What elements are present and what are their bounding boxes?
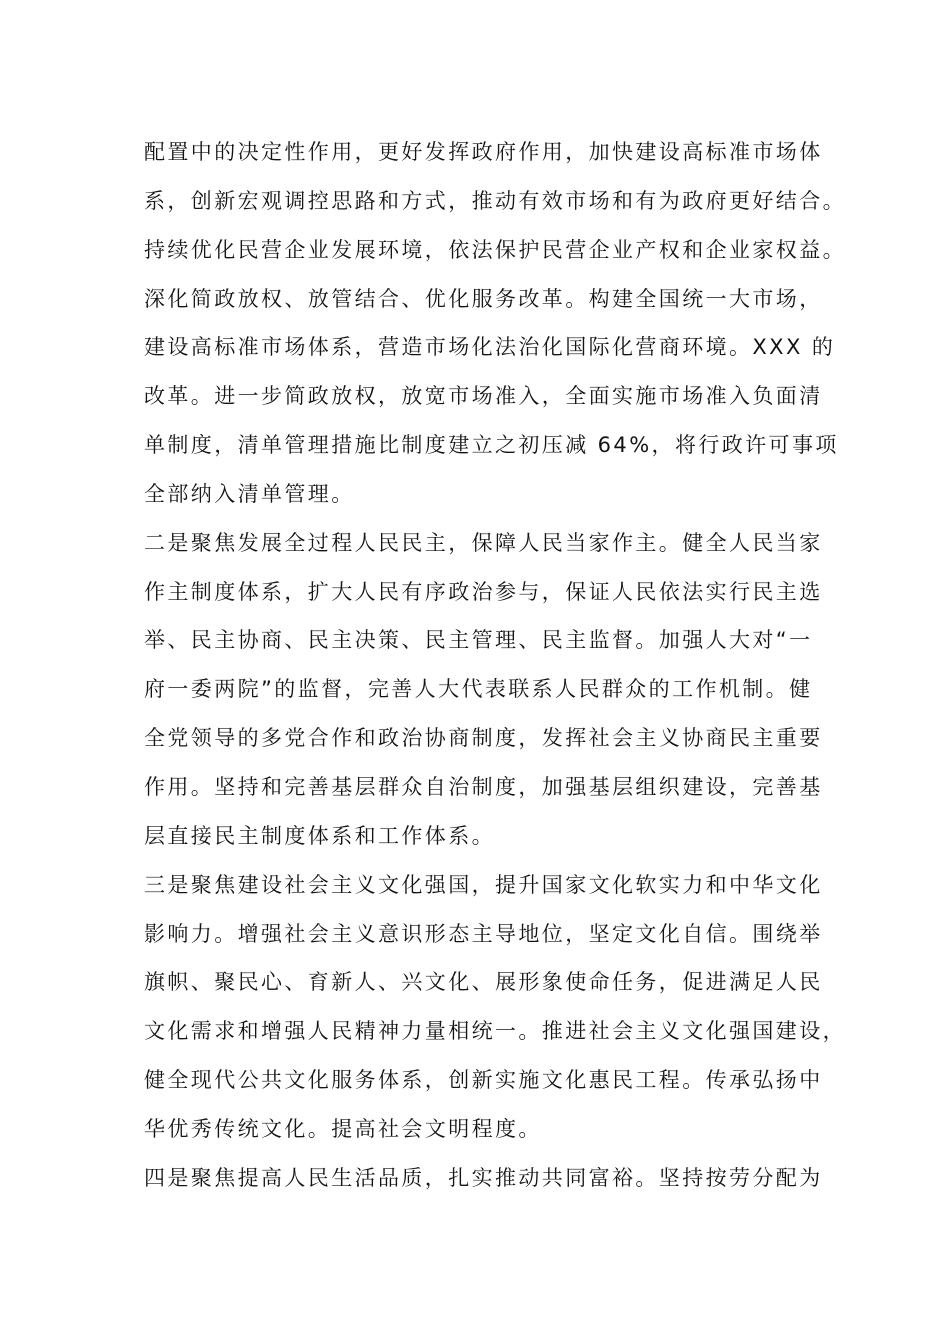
paragraph-market-reform — [144, 128, 844, 519]
text-line: 健全现代公共文化服务体系，创新实施文化惠民工程。传承弘扬中 — [144, 1068, 823, 1093]
text-line: 持续优化民营企业发展环境，依法保护民营企业产权和企业家权益。 — [144, 237, 846, 262]
text-line: 深化简政放权、放管结合、优化服务改革。构建全国统一大市场， — [144, 286, 823, 311]
text-line: 作主制度体系，扩大人民有序政治参与，保证人民依法实行民主选 — [144, 579, 823, 604]
text-line: 全党领导的多党合作和政治协商制度，发挥社会主义协商民主重要 — [144, 726, 823, 751]
text-line: 四是聚焦提高人民生活品质，扎实推动共同富裕。坚持按劳分配为 — [144, 1165, 823, 1190]
text-line: 三是聚焦建设社会主义文化强国，提升国家文化软实力和中华文化 — [144, 872, 823, 897]
paragraph-culture — [144, 861, 844, 1154]
body-text — [144, 128, 844, 1203]
text-line: 全部纳入清单管理。 — [144, 481, 355, 506]
text-line: 府一委两院”的监督，完善人大代表联系人民群众的工作机制。健 — [144, 677, 813, 702]
paragraph-living-standards — [144, 1154, 844, 1203]
text-line: 举、民主协商、民主决策、民主管理、民主监督。加强人大对“一 — [144, 628, 813, 653]
text-line: 作用。坚持和完善基层群众自治制度，加强基层组织建设，完善基 — [144, 774, 823, 799]
text-line: 建设高标准市场体系，营造市场化法治化国际化营商环境。XXX 的 — [144, 335, 836, 360]
text-line: 单制度，清单管理措施比制度建立之初压减 64%，将行政许可事项 — [144, 433, 839, 458]
text-line: 二是聚焦发展全过程人民民主，保障人民当家作主。健全人民当家 — [144, 530, 823, 555]
text-line: 改革。进一步简政放权，放宽市场准入，全面实施市场准入负面清 — [144, 384, 823, 409]
text-line: 层直接民主制度体系和工作体系。 — [144, 823, 495, 848]
text-line: 影响力。增强社会主义意识形态主导地位，坚定文化自信。围绕举 — [144, 921, 823, 946]
text-line: 旗帜、聚民心、育新人、兴文化、展形象使命任务，促进满足人民 — [144, 970, 823, 995]
text-line: 配置中的决定性作用，更好发挥政府作用，加快建设高标准市场体 — [144, 140, 823, 164]
text-line: 系，创新宏观调控思路和方式，推动有效市场和有为政府更好结合。 — [144, 188, 846, 213]
paragraph-democracy — [144, 519, 844, 861]
text-line: 文化需求和增强人民精神力量相统一。推进社会主义文化强国建设， — [144, 1019, 846, 1044]
text-line: 华优秀传统文化。提高社会文明程度。 — [144, 1116, 542, 1141]
